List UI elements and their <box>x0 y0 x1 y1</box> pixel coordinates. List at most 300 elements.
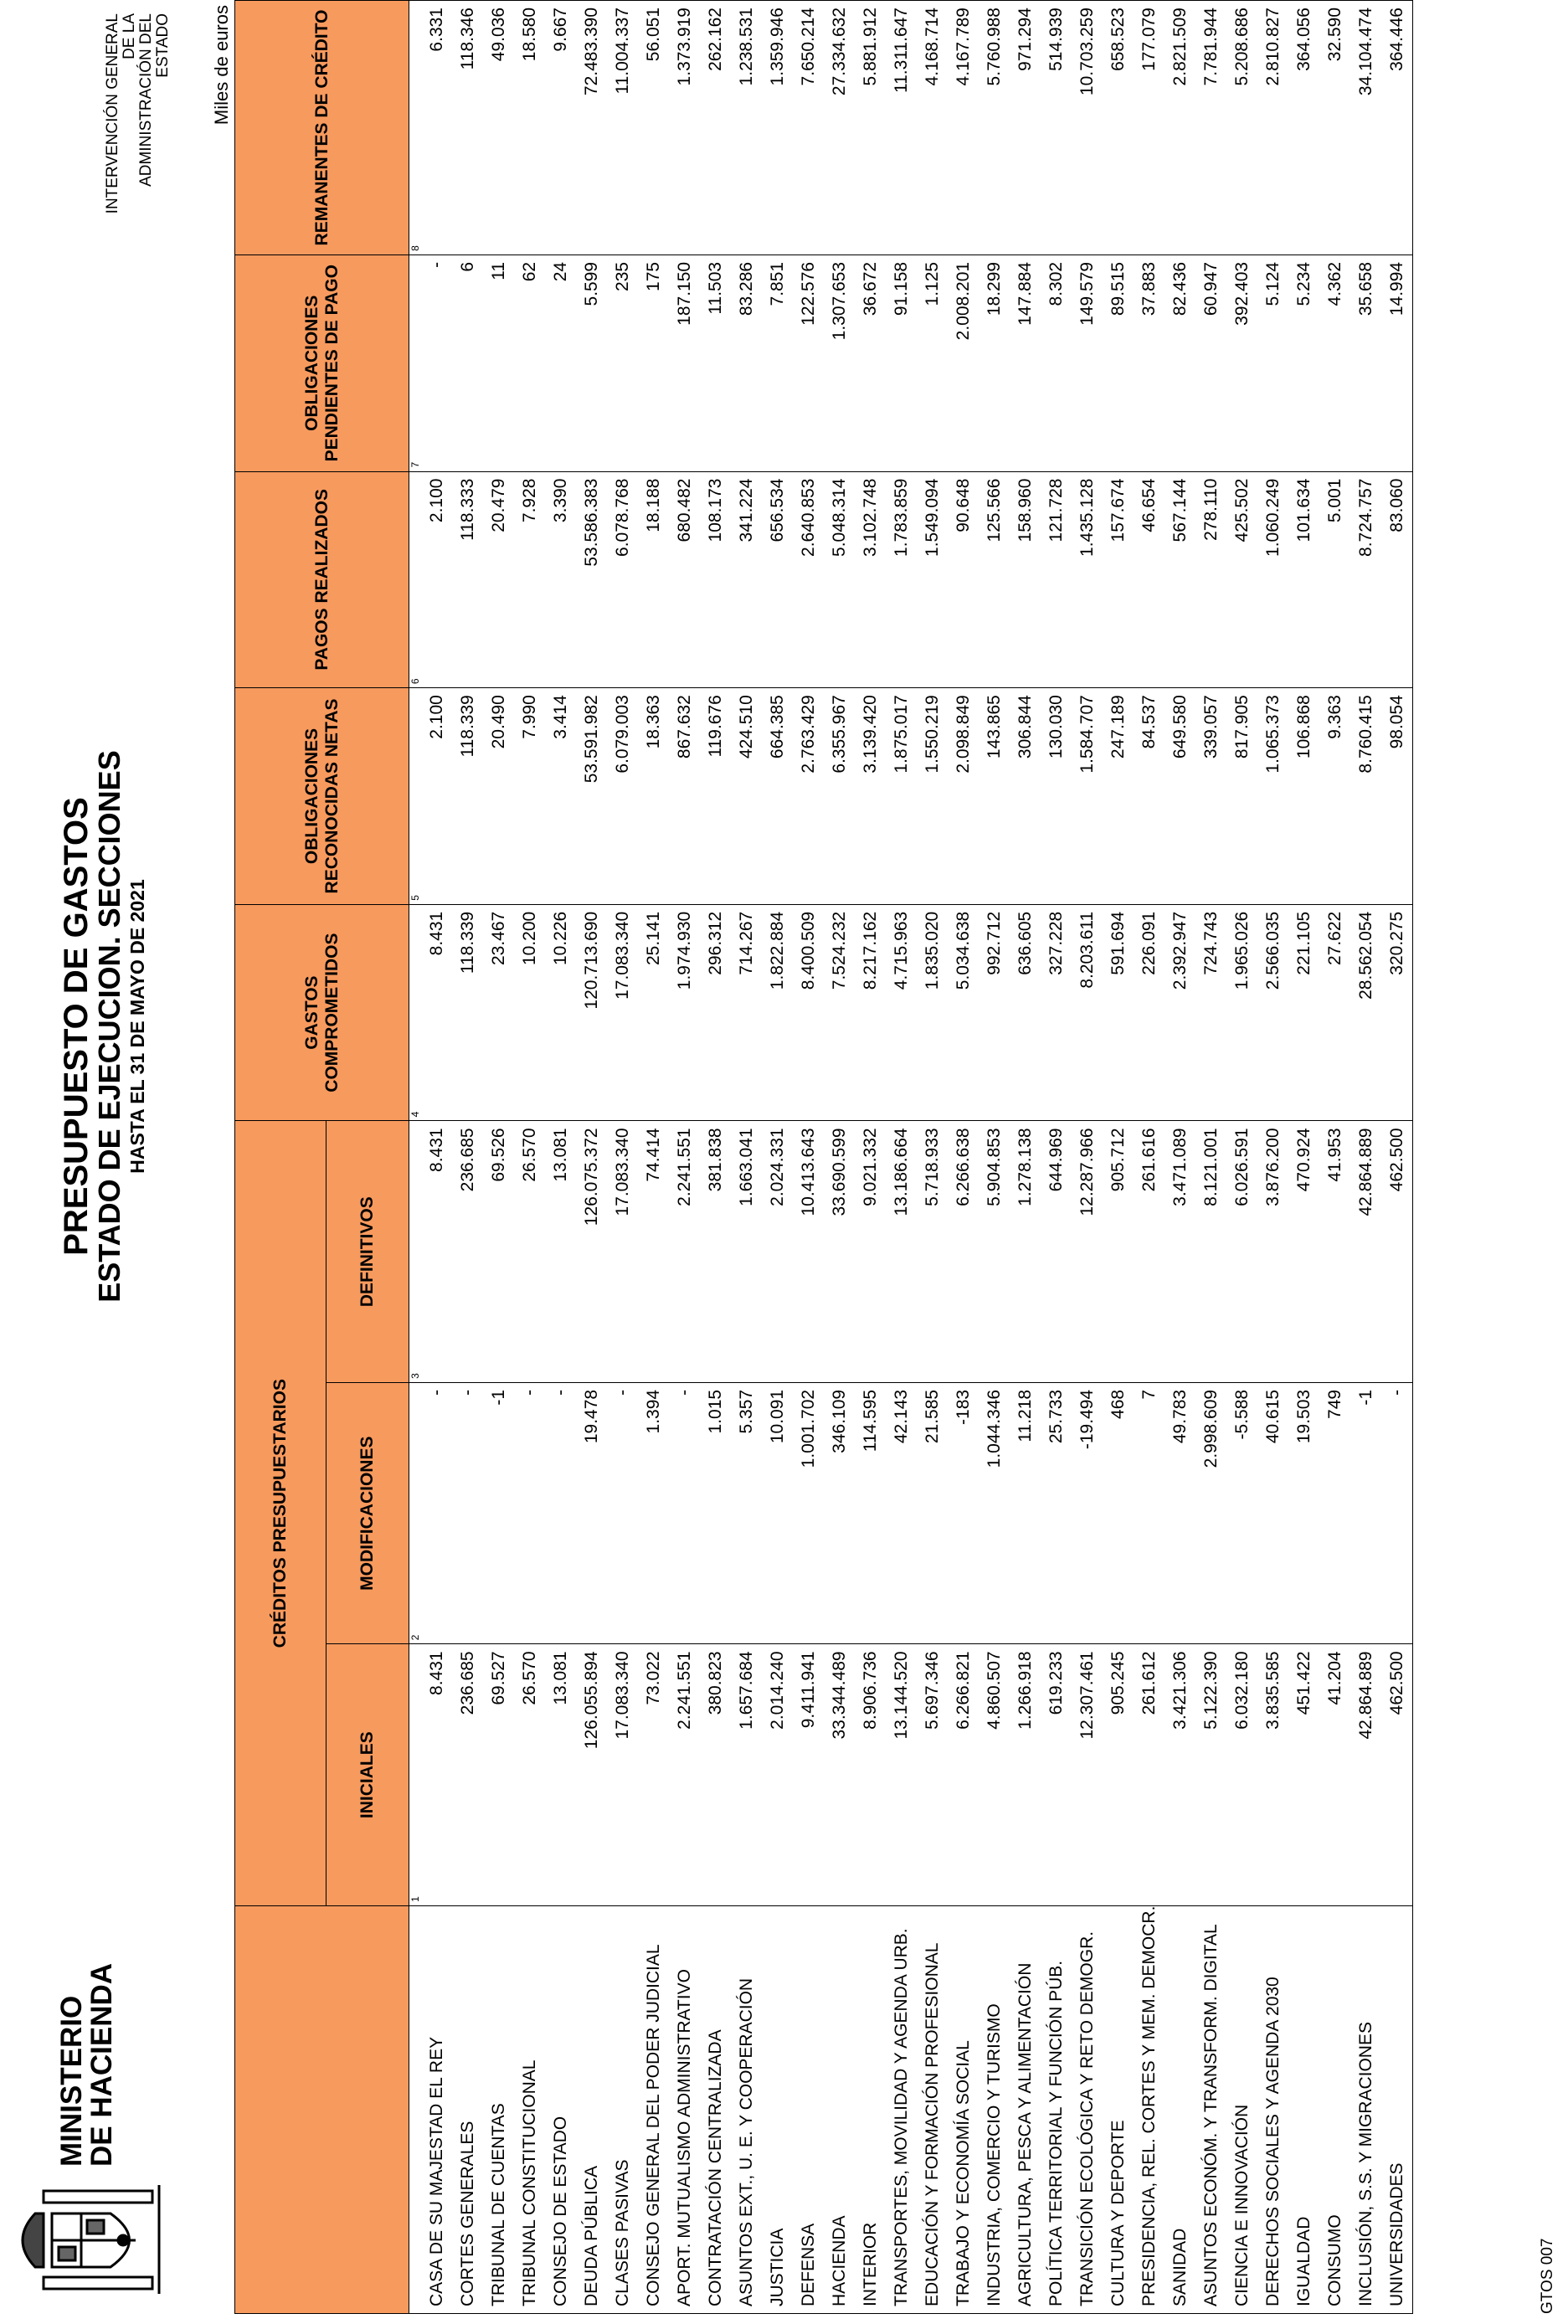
value-cell: 126.055.894 <box>576 1644 607 1906</box>
value-cell: 118.339 <box>452 904 483 1121</box>
table-row <box>1350 1 1381 2314</box>
table-row <box>669 1 700 2314</box>
value-cell: 1.822.884 <box>762 904 793 1121</box>
value-cell: 4.167.789 <box>948 1 979 255</box>
value-cell: 40.615 <box>1257 1382 1288 1644</box>
value-cell: 120.713.690 <box>576 904 607 1121</box>
value-cell: 636.605 <box>1010 904 1041 1121</box>
value-cell: 187.150 <box>669 255 700 471</box>
section-name: TRANSICIÓN ECOLÓGICA Y RETO DEMOGR. <box>1072 1905 1103 2313</box>
table-row <box>1103 1 1134 2314</box>
section-name: UNIVERSIDADES <box>1381 1905 1413 2313</box>
table-row <box>607 1 638 2314</box>
section-name: CONSEJO GENERAL DEL PODER JUDICIAL <box>638 1905 669 2313</box>
report-title <box>59 650 149 1403</box>
table-row <box>421 1 452 2314</box>
section-name: CLASES PASIVAS <box>607 1905 638 2313</box>
value-cell: 42.143 <box>886 1382 917 1644</box>
value-cell: 714.267 <box>731 904 762 1121</box>
value-cell: 8.724.757 <box>1350 471 1381 688</box>
value-cell: - <box>452 1382 483 1644</box>
value-cell: 13.186.664 <box>886 1121 917 1383</box>
value-cell: 6.266.821 <box>948 1644 979 1906</box>
value-cell: 1.584.707 <box>1072 688 1103 905</box>
value-cell: 41.953 <box>1319 1121 1350 1383</box>
col-obligaciones: OBLIGACIONES RECONOCIDAS NETAS <box>235 688 409 905</box>
value-cell: 649.580 <box>1164 688 1195 905</box>
value-cell: 13.081 <box>545 1644 576 1906</box>
units-label: Miles de euros <box>211 5 232 126</box>
value-cell: 20.479 <box>483 471 514 688</box>
value-cell: 26.570 <box>514 1644 545 1906</box>
value-cell: 84.537 <box>1134 688 1164 905</box>
value-cell: 462.500 <box>1381 1644 1413 1906</box>
value-cell: 664.385 <box>762 688 793 905</box>
value-cell: 4.860.507 <box>979 1644 1010 1906</box>
value-cell: 73.022 <box>638 1644 669 1906</box>
value-cell: 5.034.638 <box>948 904 979 1121</box>
value-cell: 1.060.249 <box>1257 471 1288 688</box>
value-cell: -19.494 <box>1072 1382 1103 1644</box>
section-name: CORTES GENERALES <box>452 1905 483 2313</box>
table-row <box>1381 1 1413 2314</box>
value-cell: - <box>514 1382 545 1644</box>
value-cell: 12.307.461 <box>1072 1644 1103 1906</box>
value-cell: 10.703.259 <box>1072 1 1103 255</box>
value-cell: 8.431 <box>421 1121 452 1383</box>
table-row <box>1072 1 1103 2314</box>
value-cell: 6.026.591 <box>1226 1121 1257 1383</box>
value-cell: 18.363 <box>638 688 669 905</box>
value-cell: 1.965.026 <box>1226 904 1257 1121</box>
col-remanentes: REMANENTES DE CRÉDITO <box>235 1 409 255</box>
value-cell: 147.884 <box>1010 255 1041 471</box>
value-cell: -1 <box>1350 1382 1381 1644</box>
value-cell: 226.091 <box>1134 904 1164 1121</box>
value-cell: 36.672 <box>855 255 886 471</box>
col-pagos: PAGOS REALIZADOS <box>235 471 409 688</box>
value-cell: 1.394 <box>638 1382 669 1644</box>
value-cell: 221.105 <box>1288 904 1319 1121</box>
column-index-row <box>409 1 422 2314</box>
value-cell: 6.266.638 <box>948 1121 979 1383</box>
value-cell: 236.685 <box>452 1644 483 1906</box>
value-cell: 7.851 <box>762 255 793 471</box>
value-cell: 380.823 <box>700 1644 731 1906</box>
value-cell: 33.690.599 <box>824 1121 855 1383</box>
value-cell: 5.357 <box>731 1382 762 1644</box>
value-cell: 60.947 <box>1195 255 1226 471</box>
value-cell: 1.125 <box>917 255 948 471</box>
table-row <box>1041 1 1072 2314</box>
index-cell: 7 <box>409 255 422 471</box>
value-cell: 4.715.963 <box>886 904 917 1121</box>
value-cell: - <box>1381 1382 1413 1644</box>
value-cell: 12.287.966 <box>1072 1121 1103 1383</box>
value-cell: 2.008.201 <box>948 255 979 471</box>
section-name: TRIBUNAL DE CUENTAS <box>483 1905 514 2313</box>
value-cell: 83.060 <box>1381 471 1413 688</box>
value-cell: 468 <box>1103 1382 1134 1644</box>
value-cell: 514.939 <box>1041 1 1072 255</box>
section-name: PRESIDENCIA, REL. CORTES Y MEM. DEMOCR. <box>1134 1905 1164 2313</box>
index-cell: 4 <box>409 904 422 1121</box>
value-cell: 11 <box>483 255 514 471</box>
table-row <box>700 1 731 2314</box>
value-cell: 6.078.768 <box>607 471 638 688</box>
value-cell: 2.241.551 <box>669 1121 700 1383</box>
table-row <box>1288 1 1319 2314</box>
value-cell: 177.079 <box>1134 1 1164 255</box>
value-cell: 42.864.889 <box>1350 1644 1381 1906</box>
section-name: CONTRATACIÓN CENTRALIZADA <box>700 1905 731 2313</box>
value-cell: 56.051 <box>638 1 669 255</box>
section-name: AGRICULTURA, PESCA Y ALIMENTACIÓN <box>1010 1905 1041 2313</box>
value-cell: 5.208.686 <box>1226 1 1257 255</box>
value-cell: 2.392.947 <box>1164 904 1195 1121</box>
value-cell: 262.162 <box>700 1 731 255</box>
value-cell: 121.728 <box>1041 471 1072 688</box>
value-cell: 10.091 <box>762 1382 793 1644</box>
section-name: SANIDAD <box>1164 1905 1195 2313</box>
table-row <box>1010 1 1041 2314</box>
value-cell: -1 <box>483 1382 514 1644</box>
value-cell: 98.054 <box>1381 688 1413 905</box>
value-cell: -183 <box>948 1382 979 1644</box>
table-row <box>514 1 545 2314</box>
igae-line-1: INTERVENCIÓN GENERAL DE LA <box>104 13 138 214</box>
value-cell: 82.436 <box>1164 255 1195 471</box>
value-cell: 2.014.240 <box>762 1644 793 1906</box>
value-cell: 4.362 <box>1319 255 1350 471</box>
value-cell: 6.355.967 <box>824 688 855 905</box>
value-cell: 53.586.383 <box>576 471 607 688</box>
value-cell: 8.203.611 <box>1072 904 1103 1121</box>
value-cell: 1.044.346 <box>979 1382 1010 1644</box>
section-name: APORT. MUTUALISMO ADMINISTRATIVO <box>669 1905 700 2313</box>
value-cell: 392.403 <box>1226 255 1257 471</box>
value-cell: 157.674 <box>1103 471 1134 688</box>
value-cell: 14.994 <box>1381 255 1413 471</box>
index-cell: 6 <box>409 471 422 688</box>
section-name: TRIBUNAL CONSTITUCIONAL <box>514 1905 545 2313</box>
value-cell: 8.302 <box>1041 255 1072 471</box>
section-name: TRANSPORTES, MOVILIDAD Y AGENDA URB. <box>886 1905 917 2313</box>
igae-label <box>105 13 172 214</box>
value-cell: 2.241.551 <box>669 1644 700 1906</box>
value-cell: 6.331 <box>421 1 452 255</box>
value-cell: 18.188 <box>638 471 669 688</box>
table-row <box>886 1 917 2314</box>
value-cell: 175 <box>638 255 669 471</box>
index-cell: 8 <box>409 1 422 255</box>
value-cell: 25.733 <box>1041 1382 1072 1644</box>
value-cell: 236.685 <box>452 1121 483 1383</box>
value-cell: 1.307.653 <box>824 255 855 471</box>
value-cell: 1.435.128 <box>1072 471 1103 688</box>
value-cell: 19.503 <box>1288 1382 1319 1644</box>
section-name: HACIENDA <box>824 1905 855 2313</box>
section-name: EDUCACIÓN Y FORMACIÓN PROFESIONAL <box>917 1905 948 2313</box>
value-cell: - <box>545 1382 576 1644</box>
value-cell: 3.390 <box>545 471 576 688</box>
ministry-line-2: DE HACIENDA <box>85 1962 118 2167</box>
col-group-creditos: CRÉDITOS PRESUPUESTARIOS <box>235 1121 326 1906</box>
section-name: POLÍTICA TERRITORIAL Y FUNCIÓN PÚB. <box>1041 1905 1072 2313</box>
report-code: GTOS 007 <box>1539 2238 1556 2314</box>
value-cell: 46.654 <box>1134 471 1164 688</box>
value-cell: 1.065.373 <box>1257 688 1288 905</box>
value-cell: 17.083.340 <box>607 1121 638 1383</box>
value-cell: 5.048.314 <box>824 471 855 688</box>
value-cell: 13.081 <box>545 1121 576 1383</box>
value-cell: 69.526 <box>483 1121 514 1383</box>
value-cell: 5.234 <box>1288 255 1319 471</box>
table-row <box>948 1 979 2314</box>
value-cell: 470.924 <box>1288 1121 1319 1383</box>
value-cell: 118.346 <box>452 1 483 255</box>
section-name: DEUDA PÚBLICA <box>576 1905 607 2313</box>
value-cell: 2.998.609 <box>1195 1382 1226 1644</box>
section-name: CONSEJO DE ESTADO <box>545 1905 576 2313</box>
value-cell: 2.098.849 <box>948 688 979 905</box>
value-cell: 644.969 <box>1041 1121 1072 1383</box>
value-cell: 2.100 <box>421 688 452 905</box>
index-cell: 3 <box>409 1121 422 1383</box>
value-cell: 11.311.647 <box>886 1 917 255</box>
section-name: CIENCIA E INNOVACIÓN <box>1226 1905 1257 2313</box>
value-cell: 278.110 <box>1195 471 1226 688</box>
value-cell: 7.990 <box>514 688 545 905</box>
value-cell: 17.083.340 <box>607 904 638 1121</box>
value-cell: 5.881.912 <box>855 1 886 255</box>
value-cell: 339.057 <box>1195 688 1226 905</box>
value-cell: 17.083.340 <box>607 1644 638 1906</box>
value-cell: 817.905 <box>1226 688 1257 905</box>
coat-of-arms-icon <box>10 2179 169 2301</box>
value-cell: 10.413.643 <box>793 1121 824 1383</box>
section-name: JUSTICIA <box>762 1905 793 2313</box>
value-cell: 49.783 <box>1164 1382 1195 1644</box>
value-cell: 1.783.859 <box>886 471 917 688</box>
section-header <box>235 1905 409 2313</box>
value-cell: 341.224 <box>731 471 762 688</box>
value-cell: 3.139.420 <box>855 688 886 905</box>
value-cell: 3.835.585 <box>1257 1644 1288 1906</box>
value-cell: 591.694 <box>1103 904 1134 1121</box>
value-cell: 567.144 <box>1164 471 1195 688</box>
value-cell: 1.001.702 <box>793 1382 824 1644</box>
value-cell: 90.648 <box>948 471 979 688</box>
value-cell: 5.718.933 <box>917 1121 948 1383</box>
value-cell: 37.883 <box>1134 255 1164 471</box>
value-cell: 18.299 <box>979 255 1010 471</box>
value-cell: 6.032.180 <box>1226 1644 1257 1906</box>
value-cell: 20.490 <box>483 688 514 905</box>
value-cell: 11.004.337 <box>607 1 638 255</box>
value-cell: 749 <box>1319 1382 1350 1644</box>
value-cell: 1.875.017 <box>886 688 917 905</box>
value-cell: 867.632 <box>669 688 700 905</box>
value-cell: 5.697.346 <box>917 1644 948 1906</box>
value-cell: 149.579 <box>1072 255 1103 471</box>
section-name: DERECHOS SOCIALES Y AGENDA 2030 <box>1257 1905 1288 2313</box>
value-cell: 158.960 <box>1010 471 1041 688</box>
value-cell: 62 <box>514 255 545 471</box>
table-row <box>545 1 576 2314</box>
value-cell: 91.158 <box>886 255 917 471</box>
value-cell: 5.599 <box>576 255 607 471</box>
section-name: ASUNTOS ECONÓM. Y TRANSFORM. DIGITAL <box>1195 1905 1226 2313</box>
value-cell: 658.523 <box>1103 1 1134 255</box>
section-name: INDUSTRIA, COMERCIO Y TURISMO <box>979 1905 1010 2313</box>
value-cell: 49.036 <box>483 1 514 255</box>
value-cell: 1.278.138 <box>1010 1121 1041 1383</box>
value-cell: 261.616 <box>1134 1121 1164 1383</box>
value-cell: 23.467 <box>483 904 514 1121</box>
value-cell: 2.100 <box>421 471 452 688</box>
index-cell <box>409 1905 422 2313</box>
value-cell: 656.534 <box>762 471 793 688</box>
title-line-3: HASTA EL 31 DE MAYO DE 2021 <box>126 879 148 1174</box>
value-cell: 21.585 <box>917 1382 948 1644</box>
value-cell: 35.658 <box>1350 255 1381 471</box>
value-cell: 130.030 <box>1041 688 1072 905</box>
value-cell: 7 <box>1134 1382 1164 1644</box>
value-cell: 424.510 <box>731 688 762 905</box>
value-cell: 1.266.918 <box>1010 1644 1041 1906</box>
value-cell: 13.144.520 <box>886 1644 917 1906</box>
value-cell: 5.760.988 <box>979 1 1010 255</box>
value-cell: 8.121.001 <box>1195 1121 1226 1383</box>
value-cell: 11.218 <box>1010 1382 1041 1644</box>
value-cell: 8.431 <box>421 1644 452 1906</box>
value-cell: 1.359.946 <box>762 1 793 255</box>
value-cell: 24 <box>545 255 576 471</box>
index-cell: 2 <box>409 1382 422 1644</box>
table-row <box>979 1 1010 2314</box>
col-definitivos: DEFINITIVOS <box>326 1121 409 1383</box>
value-cell: 3.102.748 <box>855 471 886 688</box>
value-cell: 905.712 <box>1103 1121 1134 1383</box>
value-cell: 143.865 <box>979 688 1010 905</box>
table-row <box>1164 1 1195 2314</box>
value-cell: 992.712 <box>979 904 1010 1121</box>
table-row <box>1195 1 1226 2314</box>
value-cell: 7.524.232 <box>824 904 855 1121</box>
title-line-1: PRESUPUESTO DE GASTOS <box>58 797 95 1256</box>
value-cell: 27.334.632 <box>824 1 855 255</box>
value-cell: - <box>607 1382 638 1644</box>
value-cell: 89.515 <box>1103 255 1134 471</box>
value-cell: 5.904.853 <box>979 1121 1010 1383</box>
value-cell: 114.595 <box>855 1382 886 1644</box>
value-cell: 327.228 <box>1041 904 1072 1121</box>
igae-line-2: ADMINISTRACIÓN DEL ESTADO <box>137 13 172 187</box>
value-cell: 619.233 <box>1041 1644 1072 1906</box>
col-gastos: GASTOS COMPROMETIDOS <box>235 904 409 1121</box>
value-cell: 69.527 <box>483 1644 514 1906</box>
value-cell: 8.760.415 <box>1350 688 1381 905</box>
table-row <box>1319 1 1350 2314</box>
value-cell: 26.570 <box>514 1121 545 1383</box>
value-cell: 4.168.714 <box>917 1 948 255</box>
table-row <box>452 1 483 2314</box>
ministry-name <box>57 1963 117 2167</box>
value-cell: 364.446 <box>1381 1 1413 255</box>
value-cell: 381.838 <box>700 1121 731 1383</box>
value-cell: 425.502 <box>1226 471 1257 688</box>
value-cell: 680.482 <box>669 471 700 688</box>
value-cell: 3.876.200 <box>1257 1121 1288 1383</box>
index-cell: 5 <box>409 688 422 905</box>
value-cell: 8.400.509 <box>793 904 824 1121</box>
title-line-2: ESTADO DE EJECUCION. SECCIONES <box>92 750 126 1303</box>
table-row <box>1226 1 1257 2314</box>
value-cell: 905.245 <box>1103 1644 1134 1906</box>
table-row <box>793 1 824 2314</box>
value-cell: - <box>669 1382 700 1644</box>
col-pendientes: OBLIGACIONES PENDIENTES DE PAGO <box>235 255 409 471</box>
value-cell: 41.204 <box>1319 1644 1350 1906</box>
value-cell: 25.141 <box>638 904 669 1121</box>
value-cell: 235 <box>607 255 638 471</box>
value-cell: 971.294 <box>1010 1 1041 255</box>
table-row <box>855 1 886 2314</box>
value-cell: 8.217.162 <box>855 904 886 1121</box>
value-cell: 3.414 <box>545 688 576 905</box>
value-cell: 2.024.331 <box>762 1121 793 1383</box>
section-name: INCLUSIÓN, S.S. Y MIGRACIONES <box>1350 1905 1381 2313</box>
value-cell: 247.189 <box>1103 688 1134 905</box>
value-cell: 346.109 <box>824 1382 855 1644</box>
value-cell: 126.075.372 <box>576 1121 607 1383</box>
value-cell: 9.363 <box>1319 688 1350 905</box>
value-cell: 9.411.941 <box>793 1644 824 1906</box>
value-cell: - <box>421 255 452 471</box>
table-row <box>1134 1 1164 2314</box>
value-cell: 1.835.020 <box>917 904 948 1121</box>
value-cell: 296.312 <box>700 904 731 1121</box>
value-cell: 33.344.489 <box>824 1644 855 1906</box>
value-cell: 27.622 <box>1319 904 1350 1121</box>
value-cell: 1.974.930 <box>669 904 700 1121</box>
value-cell: 32.590 <box>1319 1 1350 255</box>
value-cell: 8.431 <box>421 904 452 1121</box>
value-cell: 6.079.003 <box>607 688 638 905</box>
value-cell: - <box>421 1382 452 1644</box>
section-name: INTERIOR <box>855 1905 886 2313</box>
index-cell: 1 <box>409 1644 422 1906</box>
value-cell: 2.810.827 <box>1257 1 1288 255</box>
value-cell: 18.580 <box>514 1 545 255</box>
value-cell: 10.226 <box>545 904 576 1121</box>
value-cell: 9.667 <box>545 1 576 255</box>
value-cell: 1.238.531 <box>731 1 762 255</box>
value-cell: 306.844 <box>1010 688 1041 905</box>
section-name: TRABAJO Y ECONOMÍA SOCIAL <box>948 1905 979 2313</box>
value-cell: 1.373.919 <box>669 1 700 255</box>
value-cell: 1.657.684 <box>731 1644 762 1906</box>
value-cell: 7.781.944 <box>1195 1 1226 255</box>
value-cell: 724.743 <box>1195 904 1226 1121</box>
value-cell: 1.549.094 <box>917 471 948 688</box>
value-cell: 261.612 <box>1134 1644 1164 1906</box>
value-cell: 2.566.035 <box>1257 904 1288 1121</box>
value-cell: 106.868 <box>1288 688 1319 905</box>
value-cell: 7.650.214 <box>793 1 824 255</box>
value-cell: 118.333 <box>452 471 483 688</box>
